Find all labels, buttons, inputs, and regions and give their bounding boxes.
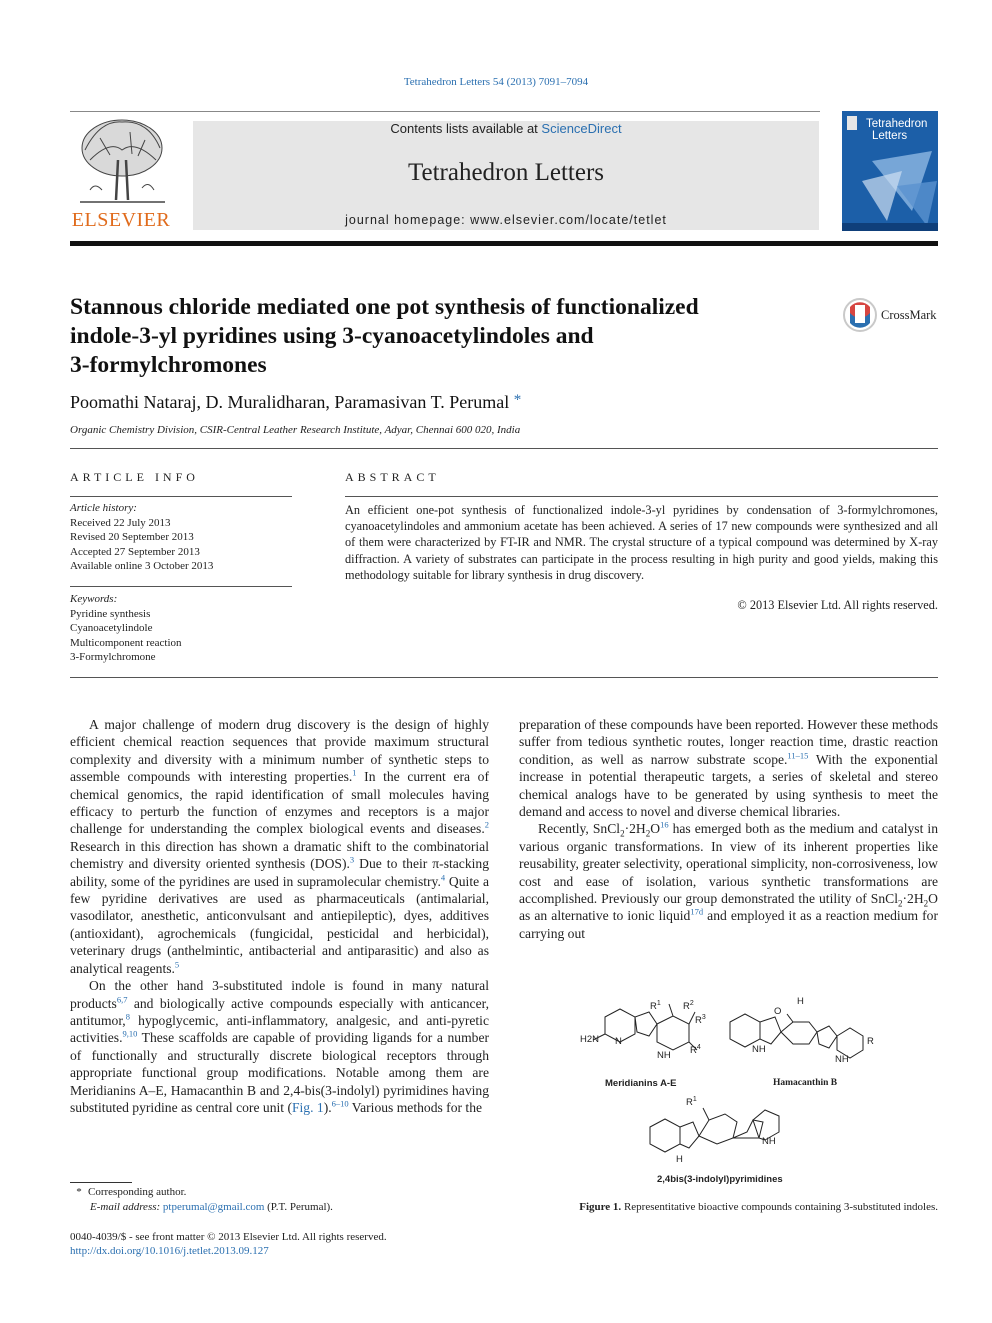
figure-label-hamacanthin: Hamacanthin B	[773, 1078, 838, 1088]
atom-label: $R^2$	[683, 1000, 694, 1013]
article-history	[70, 501, 292, 574]
pyrrole-ring	[817, 1026, 837, 1048]
article-info-heading: ARTICLE INFO	[70, 470, 199, 484]
pyrrole-ring	[760, 1017, 781, 1044]
abstract-heading: ABSTRACT	[345, 470, 440, 484]
citation[interactable]: 2	[484, 819, 489, 830]
keywords	[70, 592, 292, 665]
citation[interactable]: 6–10	[331, 1098, 349, 1109]
article-title: Stannous chloride mediated one pot synthesis of functionalized indole-3-yl pyridines using 3-cyanoacetylindoles and 3-formylchromones	[70, 294, 699, 378]
journal-title: Tetrahedron Letters	[407, 159, 605, 186]
affiliation: Organic Chemistry Division, CSIR-Central Leather Research Institute, Adyar, Chennai 600 020, India	[70, 424, 521, 436]
header-rule	[70, 111, 820, 112]
email-footnote: E-mail address: ptperumal@gmail.com (P.T. Perumal).	[90, 1201, 333, 1213]
corresponding-footnote: * Corresponding author.	[70, 1186, 186, 1198]
author-list	[70, 392, 521, 413]
crossmark-badge[interactable]	[843, 297, 943, 333]
elsevier-logo	[70, 110, 172, 232]
footnote-rule	[70, 1182, 132, 1183]
citation[interactable]: 3	[349, 854, 355, 865]
journal-header-box	[193, 121, 819, 230]
copyright: © 2013 Elsevier Ltd. All rights reserved.	[737, 598, 938, 612]
atom-label: $R^1$	[650, 1000, 661, 1013]
citation[interactable]: 4	[440, 872, 446, 883]
benzene-ring	[657, 1016, 689, 1050]
atom-label: O	[774, 1006, 782, 1017]
cover-title: Tetrahedron Letters	[866, 118, 928, 142]
citation[interactable]: 5	[174, 959, 180, 970]
citation[interactable]: 11–15	[787, 750, 809, 761]
email-label: E-mail address:	[90, 1201, 163, 1213]
crossmark-icon	[843, 297, 877, 333]
paragraph: A major challenge of modern drug discovery is the design of highly efficient chemical reaction sequences that provide maximum structural complexity and diversity with a minimum number of synthetic steps to assemble compounds with interesting properties.$^1$ In the current era of chemical genomics, the rapid identification of small molecules having efficacy to perturb the function of enzymes and receptors is a major challenge for understanding the complex biological events and diseases.$^2$ Research in this direction has shown a dramatic shift to the combinatorial chemistry and diversity oriented synthesis (DOS).$^3$ Due to their π-stacking ability, some of the pyridines are used in supramolecular chemistry.$^4$ Quite a few pyridine derivatives are used as pharmaceuticals (antimalarial, vasodilator, anesthetic, anticonvulsant and antiepileptic), dyes, additives (antioxidant), agrochemicals (fungicidal, pesticidal and herbicidal), veterinary drugs (anthelmintic, antibacterial and antiparasitic) and also as analytical reagents.$^5$	[70, 717, 489, 976]
journal-cover	[842, 111, 938, 231]
contents-line	[193, 121, 819, 136]
chemical-structures-icon	[565, 992, 925, 1192]
keyword-item: Cyanoacetylindole	[70, 622, 153, 634]
abstract-text: An efficient one-pot synthesis of functionalized indole-3-yl pyridines by condensation of 3-formylchromones, cyanoacetylindoles and ammonium acetate has been achieved. A series of 17 new compounds were synthesized and all of them were characterized by FT-IR and NMR. The crystal structure of a typical compound was determined by X-ray diffraction. A variety of substrates can participate in the process resulting in high purity and good yields, making this methodology suitable for library synthesis in drug discovery.	[345, 503, 938, 582]
atom-label: H	[676, 1154, 683, 1165]
pyrrole-ring	[680, 1122, 699, 1148]
atom-label: N	[615, 1036, 622, 1047]
pyrazinone-ring	[781, 1022, 817, 1044]
figure-caption	[520, 1201, 938, 1213]
sciencedirect-link[interactable]: ScienceDirect	[541, 121, 622, 136]
crossmark-label: CrossMark	[881, 308, 937, 322]
atom-label: R	[867, 1036, 874, 1047]
publisher-name: ELSEVIER	[71, 209, 171, 231]
atom-label: H	[797, 996, 804, 1007]
figure-link[interactable]: Fig. 1	[291, 1099, 324, 1115]
divider	[70, 496, 292, 497]
atom-label: NH	[657, 1050, 671, 1061]
header-thick-rule	[70, 241, 938, 246]
journal-homepage[interactable]: journal homepage: www.elsevier.com/locate/tetlet	[345, 213, 667, 227]
figure-label-bis-indolyl: 2,4bis(3-indolyl)pyrimidines	[657, 1174, 783, 1185]
citation[interactable]: 16	[660, 819, 669, 830]
paragraph: On the other hand 3-substituted indole is found in many natural products$^{6,7}$ and biologically active compounds especially with anticancer, antitumor,$^8$ hypoglycemic, anti-inflammatory, analgesic, and anti-pyretic activities.$^{9,10}$ These scaffolds are capable of providing ligands for a number of functionally and structurally discrete biological receptors through appropriate functional group modifications. Notable among them are Meridianins A–E, Hamacanthin B and 2,4-bis(3-indolyl) pyrimidines having substituted pyridine as central core unit (Fig. 1).$^{6-10}$ Various methods for the	[70, 978, 489, 1115]
atom-label: $R^4$	[690, 1044, 701, 1057]
authors-text: Poomathi Nataraj, D. Muralidharan, Paramasivan T. Perumal	[70, 392, 510, 412]
pyrimidine-ring	[699, 1114, 737, 1144]
benzene-ring	[650, 1119, 680, 1152]
r1-bond	[669, 1004, 673, 1016]
figure-1	[565, 992, 925, 1192]
email-link[interactable]: ptperumal@gmail.com	[162, 1201, 265, 1213]
citation[interactable]: 17d	[690, 906, 704, 917]
citation[interactable]: 1	[352, 767, 357, 778]
issn-line: 0040-4039/$ - see front matter © 2013 Elsevier Ltd. All rights reserved.	[70, 1231, 387, 1243]
corresponding-author-mark[interactable]: *	[513, 392, 522, 408]
keywords-label: Keywords:	[70, 593, 118, 605]
paragraph: preparation of these compounds have been reported. However these methods suffer from tedious synthetic routes, longer reaction time, drastic reaction condition, as well as narrow substrate scope.$^{11-15}$ With the exponential increase in potential therapeutic targets, a series of skeletal and stereo chemical analogs have to be generated by using synthesis to meet the demand and access to novel and diverse chemical libraries.	[519, 717, 938, 820]
footnote-star: *	[76, 1186, 82, 1198]
pyrrole-ring	[635, 1012, 657, 1036]
contents-prefix: Contents lists available at	[390, 121, 542, 136]
citation[interactable]: 8	[125, 1011, 130, 1022]
atom-label: $R^1$	[686, 1096, 697, 1109]
keyword-item: Multicomponent reaction	[70, 636, 182, 649]
history-online: Available online 3 October 2013	[70, 560, 214, 572]
history-label: Article history:	[70, 502, 137, 514]
atom-label: NH	[752, 1044, 766, 1055]
keyword-item: Pyridine synthesis	[70, 607, 151, 620]
journal-reference[interactable]: Tetrahedron Letters 54 (2013) 7091–7094	[403, 76, 589, 88]
history-received: Received 22 July 2013	[70, 516, 171, 529]
history-revised: Revised 20 September 2013	[70, 531, 194, 543]
figure-label-meridianins: Meridianins A-E	[605, 1078, 677, 1089]
doi-link[interactable]: http://dx.doi.org/10.1016/j.tetlet.2013.09.127	[70, 1245, 269, 1257]
divider	[70, 586, 292, 587]
elsevier-tree-icon	[70, 110, 172, 210]
atom-label: H2N	[580, 1034, 600, 1045]
carbonyl-bond	[787, 1014, 793, 1022]
keyword-item: 3-Formylchromone	[70, 651, 156, 663]
benzene-ring	[730, 1014, 760, 1047]
citation[interactable]: 6,7	[116, 993, 128, 1004]
paragraph: Recently, $SnCl_2\cdot 2H_2O^{16}$ has emerged both as the medium and catalyst in various organic transformations. In view of its inherent properties like reusability, greater selectivity, operational simplicity, non-corrosiveness, low cost and ease of isolation, various synthetic transformations are accomplished. Previously our group demonstrated the utility of $SnCl_2\cdot 2H_2O$ as an alternative to ionic liquid$^{17d}$ and employed it as a reaction medium for carrying out	[519, 819, 939, 941]
divider	[70, 677, 938, 678]
figure-caption-text: Representitative bioactive compounds containing 3-substituted indoles.	[621, 1201, 938, 1213]
body-right-column	[519, 716, 938, 942]
citation[interactable]: 9,10	[122, 1028, 138, 1039]
divider	[70, 448, 938, 449]
history-accepted: Accepted 27 September 2013	[70, 545, 200, 558]
atom-label: NH	[762, 1136, 776, 1147]
body-left-column	[70, 716, 489, 1116]
figure-caption-label: Figure 1.	[579, 1201, 622, 1213]
divider	[345, 496, 938, 497]
r1-bond	[703, 1108, 709, 1120]
atom-label: NH	[835, 1054, 849, 1065]
atom-label: $R^3$	[695, 1014, 706, 1027]
